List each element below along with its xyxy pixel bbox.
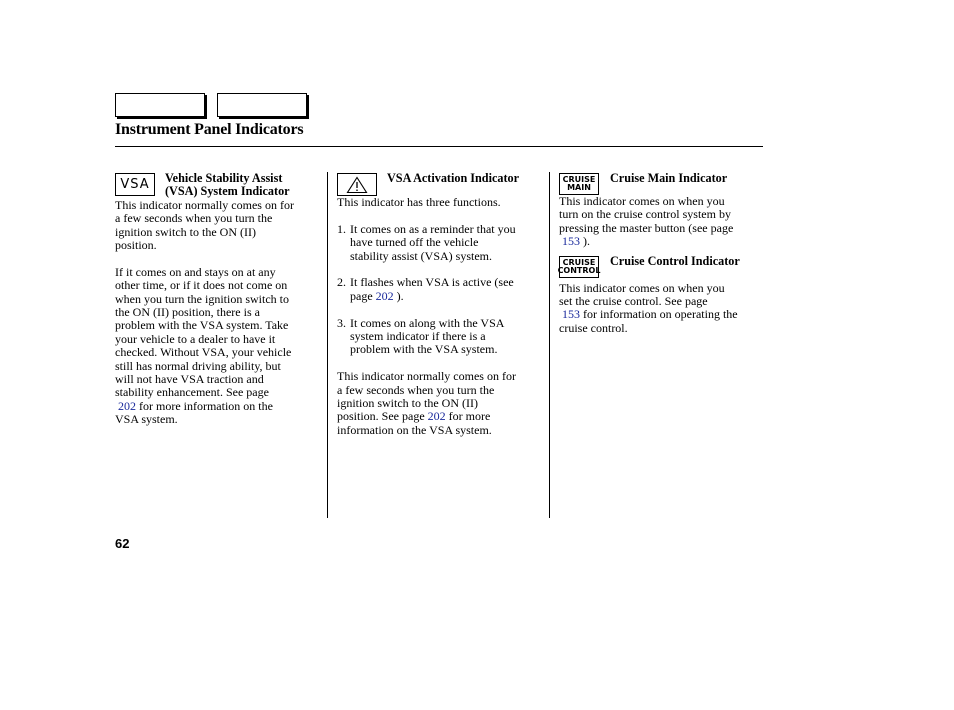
warning-triangle-icon [337, 173, 377, 196]
column-divider [549, 172, 550, 518]
paragraph: This indicator comes on when you turn on the cruise control system by pressing the master button (see page 153 ). [559, 194, 734, 249]
list-item: 2. It flashes when VSA is active (see page 202 ). [337, 275, 514, 303]
paragraph: This indicator has three functions. [337, 195, 501, 209]
page-number: 62 [115, 536, 130, 551]
section-heading: Cruise Main Indicator [610, 171, 728, 185]
page-title: Instrument Panel Indicators [115, 121, 304, 138]
cruise-control-icon: CRUISE CONTROL [559, 256, 599, 278]
section-heading: Cruise Control Indicator [610, 253, 740, 268]
page-link[interactable]: 202 [375, 288, 394, 303]
title-divider [115, 146, 763, 147]
vsa-indicator-icon: VSA [115, 173, 155, 196]
vsa-activation-section [337, 172, 545, 437]
list-item: 3. It comes on along with the VSA system indicator if there is a problem with the VSA system. [337, 315, 505, 357]
paragraph: This indicator normally comes on for a few seconds when you turn the ignition switch to the ON (II) position. See page 202 for more information on the VSA system. [337, 369, 516, 437]
page-link[interactable]: 202 [118, 398, 136, 413]
paragraph: This indicator comes on when you set the cruise control. See page 153 for information on operating the cruise control. [559, 280, 738, 335]
vsa-system-section [115, 172, 323, 427]
paragraph: If it comes on and stays on at any other time, or if it does not come on when you turn the ignition switch to the ON (II) position, there is a problem with the VSA system. Take your vehicle to a dealer to have it checked. Without VSA, your vehicle still has normal driving ability, but will not have VSA traction and stability enhancement. See page 202 for more information on the VSA system. [115, 264, 292, 427]
heading-line: Vehicle Stability Assist [165, 171, 283, 185]
page-link[interactable]: 153 [562, 307, 580, 322]
nav-next-button[interactable] [217, 93, 307, 117]
heading-line: (VSA) System Indicator [165, 184, 290, 199]
paragraph: This indicator normally comes on for a few seconds when you turn the ignition switch to the ON (II) position. [115, 197, 294, 253]
cruise-main-icon: CRUISE MAIN [559, 173, 599, 195]
nav-prev-button[interactable] [115, 93, 205, 117]
column-divider [327, 172, 328, 518]
cruise-indicators-section [559, 172, 767, 335]
section-heading: VSA Activation Indicator [387, 171, 520, 185]
list-item: 1. It comes on as a reminder that you have turned off the vehicle stability assist (VSA) system. [337, 221, 516, 263]
page-link[interactable]: 153 [562, 234, 580, 249]
page-link[interactable]: 202 [427, 409, 446, 424]
section-heading [165, 172, 290, 199]
